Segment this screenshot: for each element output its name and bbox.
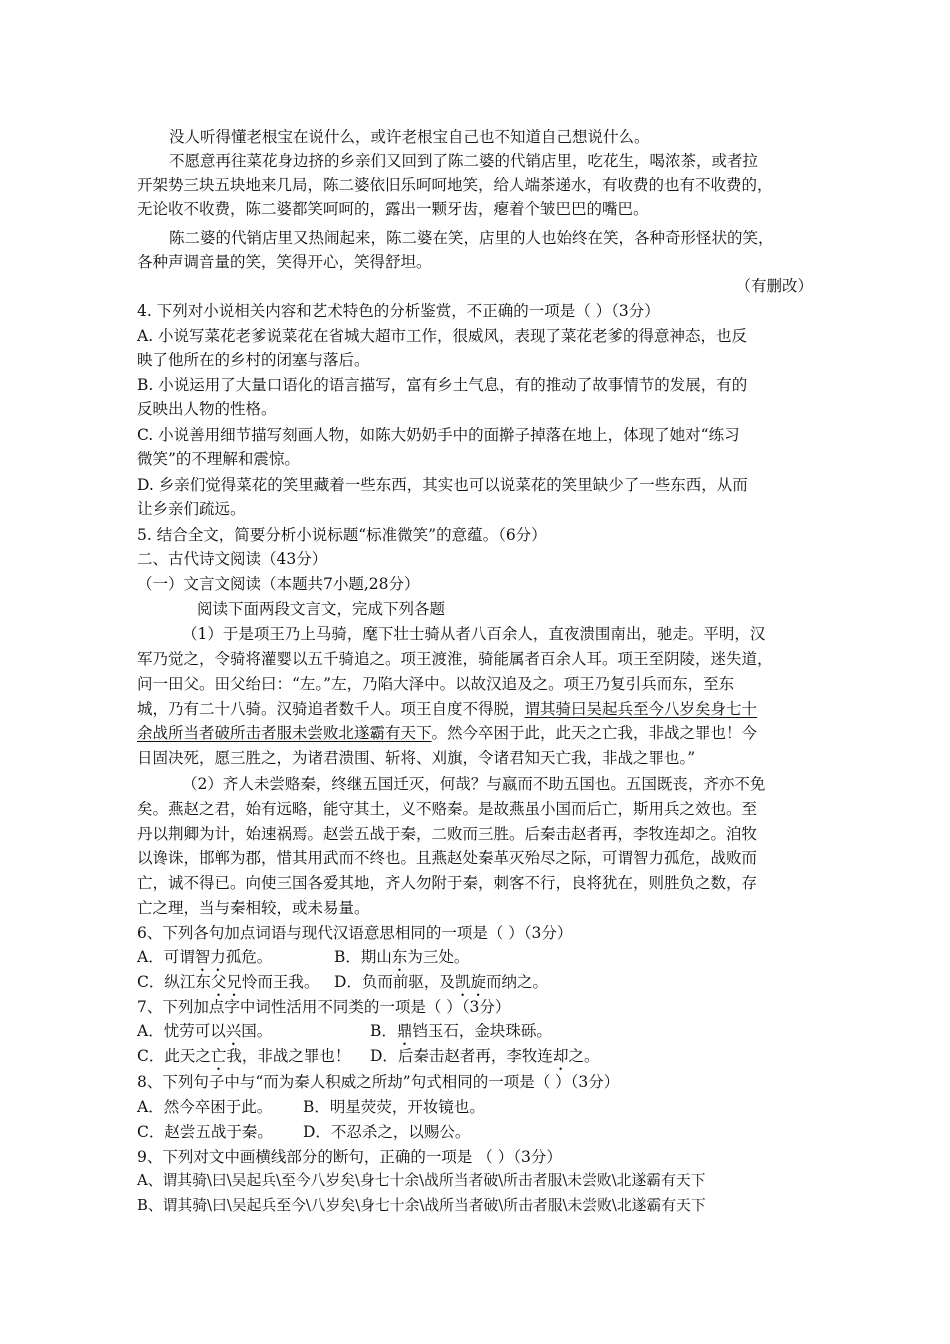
- q6-c-text-end: 怜而王我。: [241, 973, 320, 991]
- passage-2-line-5: 亡，诚不得已。向使三国各爱其地，齐人勿附于秦，刺客不行，良将犹在，则胜负之数，存: [137, 874, 758, 892]
- question-8-option-b: B．明星荧荧，开妆镜也。: [303, 1098, 485, 1116]
- novel-paragraph-1: 没人听得懂老根宝在说什么，或许老根宝自己也不知道自己想说什么。: [169, 128, 650, 146]
- q7-c-text-end: 我，非战之罪也！: [226, 1047, 351, 1065]
- question-9-stem: 9、下列对文中画横线部分的断句，正确的一项是 （ ）（3分）: [137, 1148, 562, 1166]
- passage-1-line-5: [137, 722, 757, 744]
- q6-c-dotted: 父兄: [210, 973, 242, 991]
- q7-b-dotted: 鼎: [396, 1022, 413, 1040]
- question-7-stem: 7、下列加点字中词性活用不同类的一项是（ ）（3分）: [137, 998, 511, 1016]
- passage-2-line-6: 亡之理，当与秦相较，或未易量。: [137, 899, 370, 917]
- edit-note: （有删改）: [735, 277, 813, 295]
- q7-a-text: A．忧劳可以: [137, 1022, 226, 1040]
- question-7-option-c: [137, 1045, 350, 1074]
- passage-1-line-4: [137, 698, 757, 720]
- q7-a-dotted: 兴: [225, 1022, 242, 1040]
- novel-paragraph-2-line-2: 开架势三块五块地来几局，陈二婆依旧乐呵呵地笑，给人端茶递水，有收费的也有不收费的，: [137, 176, 773, 194]
- q6-d-text-end: 而纳之。: [485, 973, 548, 991]
- question-9-option-b: B、谓其骑\曰\吴起兵至今\八岁矣\身七十余\战所当者破\所击者服\未尝败\北遂霸有天下: [137, 1197, 706, 1214]
- underlined-sentence-part-1: 谓其骑曰吴起兵至今八岁矣身七十: [524, 700, 758, 718]
- question-7-option-d: [370, 1045, 599, 1074]
- passage-2-line-4: 以谗诛，邯郸为郡，惜其用武而不终也。且燕赵处秦革灭殆尽之际，可谓智力孤危，战败而: [137, 849, 758, 867]
- q6-a-dotted: 智力: [194, 948, 226, 966]
- q6-c-text: C．纵江东: [137, 973, 211, 991]
- reading-instruction: 阅读下面两段文言文，完成下列各题: [197, 600, 446, 618]
- q6-a-text-end: 孤危。: [225, 948, 273, 966]
- q7-c-dotted: 亡: [210, 1047, 227, 1065]
- q6-d-text: D．负而前驱，及: [334, 973, 455, 991]
- novel-paragraph-2-line-1: 不愿意再往菜花身边挤的乡亲们又回到了陈二婆的代销店里，吃花生，喝浓茶，或者拉: [169, 152, 759, 170]
- q6-b-text: B．期山: [334, 948, 392, 966]
- question-4-option-b-line-2: 反映出人物的性格。: [137, 400, 277, 418]
- question-4-option-d-line-2: 让乡亲们疏远。: [137, 500, 246, 518]
- passage-1-line-1: （1）于是项王乃上马骑，麾下壮士骑从者八百余人，直夜溃围南出，驰走。平明，汉: [182, 625, 766, 643]
- question-8-option-a: A．然今卒困于此。: [137, 1098, 273, 1116]
- novel-paragraph-3-line-2: 各种声调音量的笑，笑得开心，笑得舒坦。: [137, 253, 432, 271]
- section-2-heading: 二、古代诗文阅读（43分）: [137, 550, 328, 568]
- passage-1-line-2: 军乃觉之，令骑将灌婴以五千骑追之。项王渡淮，骑能属者百余人耳。项王至阴陵，迷失道，: [137, 650, 773, 668]
- question-4-option-b-line-1: B. 小说运用了大量口语化的语言描写，富有乡土气息，有的推动了故事情节的发展，有的: [137, 376, 748, 394]
- question-8-option-d: D．不忍杀之，以赐公。: [303, 1123, 471, 1141]
- passage-1-line-6: 日固决死，愿三胜之，为诸君溃围、斩将、刈旗，令诸君知天亡我，非战之罪也。”: [137, 749, 696, 767]
- passage-1-line-3: 问一田父。田父绐曰：“左。”左，乃陷大泽中。以故汉追及之。项王乃复引兵而东，至东: [137, 675, 735, 693]
- question-4-option-a-line-1: A. 小说写菜花老爹说菜花在省城大超市工作，很威风，表现了菜花老爹的得意神态，也反: [137, 327, 748, 345]
- q7-d-text: D．后秦击赵者再，李牧连: [370, 1047, 553, 1065]
- question-4-option-a-line-2: 映了他所在的乡村的闭塞与落后。: [137, 351, 370, 369]
- q6-d-dotted: 凯旋: [454, 973, 486, 991]
- novel-paragraph-2-line-3: 无论收不收费，陈二婆都笑呵呵的，露出一颗牙齿，瘪着个皱巴巴的嘴巴。: [137, 200, 649, 218]
- passage-1-line-5-text: 。然今卒困于此，此天之亡我，非战之罪也！今: [431, 724, 758, 742]
- q6-b-text-end: 为三处。: [407, 948, 470, 966]
- q7-d-text-end: 之。: [568, 1047, 600, 1065]
- subsection-1-heading: （一）文言文阅读（本题共7小题,28分）: [137, 575, 420, 593]
- q7-b-text: B．: [370, 1022, 397, 1040]
- question-8-option-c: C．赵尝五战于秦。: [137, 1123, 273, 1141]
- question-9-option-a: A、谓其骑\曰\吴起兵\至今八岁矣\身七十余\战所当者破\所击者服\未尝败\北遂霸有天下: [137, 1172, 706, 1189]
- question-4-stem: 4. 下列对小说相关内容和艺术特色的分析鉴赏，不正确的一项是（ ）（3分）: [137, 302, 660, 320]
- question-4-option-d-line-1: D. 乡亲们觉得菜花的笑里藏着一些东西，其实也可以说菜花的笑里缺少了一些东西，从而: [137, 476, 748, 494]
- q7-a-text-end: 国。: [241, 1022, 273, 1040]
- question-5: 5. 结合全文，简要分析小说标题“标准微笑”的意蕴。（6分）: [137, 526, 547, 544]
- q6-a-text: A．可谓: [137, 948, 195, 966]
- q6-b-dotted: 东: [391, 948, 408, 966]
- q7-d-dotted: 却: [552, 1047, 569, 1065]
- passage-1-line-4-text: 城，乃有二十八骑。汉骑追者数千人。项王自度不得脱，: [137, 700, 525, 718]
- question-4-option-c-line-1: C. 小说善用细节描写刻画人物，如陈大奶奶手中的面擀子掉落在地上，体现了她对“练习: [137, 426, 740, 444]
- underlined-sentence-part-2: 余战所当者破所击者服未尝败北遂霸有天下: [137, 724, 432, 742]
- novel-paragraph-3-line-1: 陈二婆的代销店里又热闹起来，陈二婆在笑，店里的人也始终在笑，各种奇形怪状的笑，: [169, 229, 774, 247]
- passage-2-line-2: 矣。燕赵之君，始有远略，能守其土，义不赂秦。是故燕虽小国而后亡，斯用兵之效也。至: [137, 800, 758, 818]
- question-8-stem: 8、下列句子中与“而为秦人积威之所劫”句式相同的一项是（ ）（3分）: [137, 1073, 620, 1091]
- passage-2-line-3: 丹以荆卿为计，始速祸焉。赵尝五战于秦，二败而三胜。后秦击赵者再，李牧连却之。洎牧: [137, 825, 758, 843]
- question-4-option-c-line-2: 微笑”的不理解和震惊。: [137, 450, 300, 468]
- passage-2-line-1: （2）齐人未尝赂秦，终继五国迁灭，何哉？与嬴而不助五国也。五国既丧，齐亦不免: [182, 775, 766, 793]
- q7-c-text: C．此天之: [137, 1047, 211, 1065]
- question-6-stem: 6、下列各句加点词语与现代汉语意思相同的一项是（ ）（3分）: [137, 924, 573, 942]
- q7-b-text-end: 铛玉石，金块珠砾。: [412, 1022, 552, 1040]
